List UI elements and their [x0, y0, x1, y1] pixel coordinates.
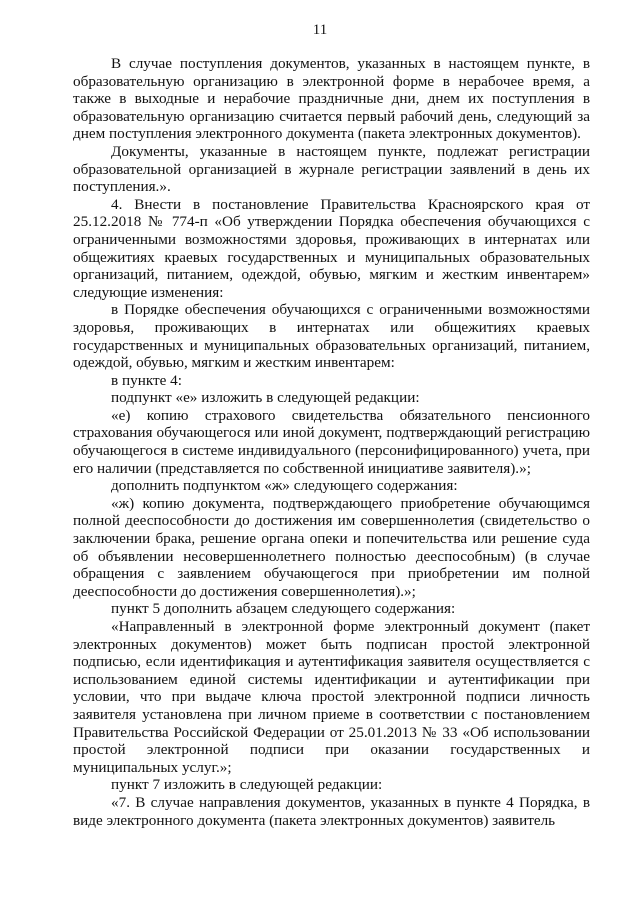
paragraph: «7. В случае направления документов, указанных в пункте 4 Порядка, в виде электронного документа (пакета электронных документов) заявитель [73, 793, 590, 829]
paragraph: «е) копию страхового свидетельства обязательного пенсионного страхования обучающегося или иной документ, подтверждающий регистрацию обучающегося в системе индивидуального (персонифицированного) учета, при его наличии (представляется по собственной инициативе заявителя).»; [73, 406, 590, 477]
paragraph: дополнить подпунктом «ж» следующего содержания: [111, 477, 458, 495]
paragraph: подпункт «е» изложить в следующей редакции: [111, 389, 420, 407]
paragraph: «Направленный в электронной форме электронный документ (пакет электронных документов) может быть подписан простой электронной подписью, если идентификация и аутентификация заявителя осуществляется с использованием единой системы идентификации и аутентификации при условии, что при выдаче ключа простой электронной подписи личность заявителя установлена при личном приеме в соответствии с постановлением Правительства Российской Федерации от 25.01.2013 № 33 «Об использовании простой электронной подписи при оказании государственных и муниципальных услуг.»; [73, 618, 590, 776]
paragraph: пункт 5 дополнить абзацем следующего содержания: [111, 600, 456, 618]
paragraph: в пункте 4: [111, 371, 182, 389]
page-number: 11 [312, 22, 328, 38]
paragraph: пункт 7 изложить в следующей редакции: [111, 776, 383, 794]
paragraph: «ж) копию документа, подтверждающего приобретение обучающимся полной дееспособности до достижения им совершеннолетия (свидетельство о заключении брака, решение органа опеки и попечительства или решение суда об объявлении несовершеннолетнего полностью дееспособным) (в случае обращения с заявлением обучающегося при приобретении им полной дееспособности до достижения совершеннолетия).»; [73, 494, 590, 600]
document-body [73, 55, 590, 829]
paragraph: Документы, указанные в настоящем пункте, подлежат регистрации образовательной организацией в журнале регистрации заявлений в день их поступления.». [73, 142, 590, 196]
paragraph: в Порядке обеспечения обучающихся с ограниченными возможностями здоровья, проживающих в интернатах или общежитиях краевых государственных и муниципальных образовательных организаций, питанием, одеждой, обувью, мягким и жестким инвентарем: [73, 301, 590, 372]
paragraph: 4. Внести в постановление Правительства Красноярского края от 25.12.2018 № 774-п «Об утверждении Порядка обеспечения обучающихся с ограниченными возможностями здоровья, проживающих в интернатах или общежитиях краевых государственных и муниципальных образовательных организаций, питанием, одеждой, обувью, мягким и жестким инвентарем» следующие изменения: [73, 195, 590, 301]
paragraph: В случае поступления документов, указанных в настоящем пункте, в образовательную организацию в электронной форме в нерабочее время, а также в выходные и нерабочие праздничные дни, днем их поступления в образовательную организацию считается первый рабочий день, следующий за днем поступления электронного документа (пакета электронных документов). [73, 55, 590, 143]
